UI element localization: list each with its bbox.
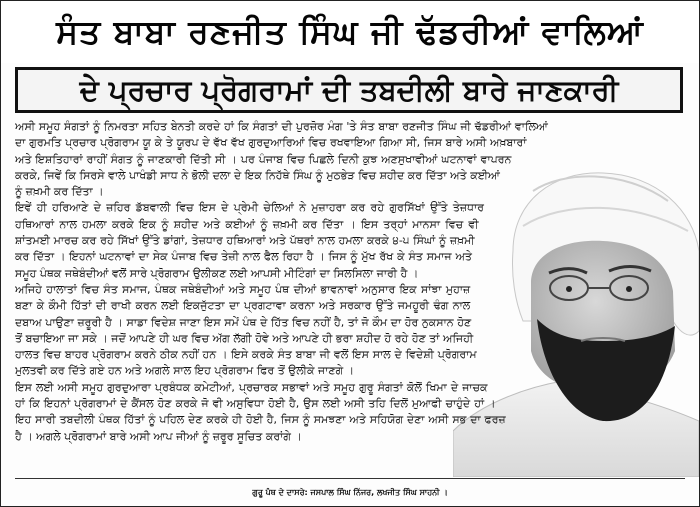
paragraph: ਅਸੀ ਸਮੂਹ ਸੰਗਤਾਂ ਨੂੰ ਨਿਮਰਤਾ ਸਹਿਤ ਬੇਨਤੀ ਕਰਦੇ ਹਾਂ ਕਿ ਸੰਗਤਾਂ ਦੀ ਪੁਰਜ਼ੋਰ ਮੰਗ 'ਤੇ ਸੰਤ ਬਾਬਾ ਰਣਜੀਤ ਸਿੰਘ ਜੀ ਢੱਡਰੀਆਂ ਵਾਲਿਆਂ ਦਾ ਗੁਰਮਤਿ ਪ੍ਰਚਾਰ ਪ੍ਰੋਗਰਾਮ ਯੂ ਕੇ ਤੇ ਯੂਰਪ ਦੇ ਵੱਖ ਵੱਖ ਗੁਰਦੁਆਰਿਆਂ ਵਿਚ ਰਖਵਾਇਆ ਗਿਆ ਸੀ, ਜਿਸ ਬਾਰੇ ਅਸੀ ਅਖ਼ਬਾਰਾਂ ਅਤੇ ਇਸ਼ਤਿਹਾਰਾਂ ਰਾਹੀਂ ਸੰਗਤ ਨੂੰ ਜਾਣਕਾਰੀ ਦਿੱਤੀ ਸੀ । ਪਰ ਪੰਜਾਬ ਵਿਚ ਪਿਛਲੇ ਦਿਨੀ ਕੁਝ ਅਣਸੁਖਾਵੀਆਂ ਘਟਨਾਵਾਂ ਵਾਪਰਨ ਕਰਕੇ, ਜਿਵੇਂ ਕਿ ਸਿਰਸੇ ਵਾਲੇ ਪਾਖੰਡੀ ਸਾਧ ਨੇ ਭੋਲੀ ਦਲਾ ਦੇ ਇਕ ਨਿਹੱਥੇ ਸਿੰਘ ਨੂੰ ਮੁਠਭੇੜ ਵਿਚ ਸ਼ਹੀਦ ਕਰ ਦਿੱਤਾ ਅਤੇ ਕਈਆਂ ਨੂੰ ਜ਼ਖ਼ਮੀ ਕਰ ਦਿੱਤਾ । [15,120,548,199]
paragraph: ਇਵੇਂ ਹੀ ਹਰਿਆਣੇ ਦੇ ਜ਼ਹਿਰ ਡੱਬਵਾਲੀ ਵਿਚ ਇਸ ਦੇ ਪ੍ਰੇਮੀ ਚੇਲਿਆਂ ਨੇ ਮੁਜ਼ਾਹਰਾ ਕਰ ਰਹੇ ਗੁਰਸਿੱਖਾਂ ਉੱਤੇ ਤੇਜ਼ਧਾਰ ਹਥਿਆਰਾਂ ਨਾਲ ਹਮਲਾ ਕਰਕੇ ਇਕ ਨੂੰ ਸ਼ਹੀਦ ਅਤੇ ਕਈਆਂ ਨੂੰ ਜ਼ਖ਼ਮੀ ਕਰ ਦਿੱਤਾ । ਇਸ ਤਰ੍ਹਾਂ ਮਾਨਸਾ ਵਿਚ ਵੀ ਸ਼ਾਂਤਮਈ ਮਾਰਚ ਕਰ ਰਹੇ ਸਿੱਖਾਂ ਉੱਤੇ ਡਾਂਗਾਂ, ਤੇਜ਼ਧਾਰ ਹਥਿਆਰਾਂ ਅਤੇ ਪੱਥਰਾਂ ਨਾਲ ਹਮਲਾ ਕਰਕੇ ੪-੫ ਸਿੰਘਾਂ ਨੂੰ ਜ਼ਖ਼ਮੀ ਕਰ ਦਿੱਤਾ । ਇਹਨਾਂ ਘਟਨਾਵਾਂ ਦਾ ਸੇਕ ਪੰਜਾਬ ਵਿਚ ਤੇਜ਼ੀ ਨਾਲ ਫੈਲ ਰਿਹਾ ਹੈ । ਜਿਸ ਨੂੰ ਮੁੱਖ ਰੱਖ ਕੇ ਸੰਤ ਸਮਾਜ ਅਤੇ ਸਮੂਹ ਪੰਥਕ ਜਥੇਬੰਦੀਆਂ ਵਲੋਂ ਸਾਰੇ ਪ੍ਰੋਗਰਾਮ ਉਲੀਕਣ ਲਈ ਆਪਸੀ ਮੀਟਿੰਗਾਂ ਦਾ ਸਿਲਸਿਲਾ ਜਾਰੀ ਹੈ । [15,201,484,280]
paragraph: ਅਜਿਹੇ ਹਾਲਾਤਾਂ ਵਿਚ ਸੰਤ ਸਮਾਜ, ਪੰਥਕ ਜਥੇਬੰਦੀਆਂ ਅਤੇ ਸਮੂਹ ਪੰਥ ਦੀਆਂ ਭਾਵਨਾਵਾਂ ਅਨੁਸਾਰ ਇਕ ਸਾਂਝਾ ਮੁਹਾਜ਼ ਬਣਾ ਕੇ ਕੌਮੀ ਹਿੱਤਾਂ ਦੀ ਰਾਖੀ ਕਰਨ ਲਈ ਇਕਜੁੱਟਤਾ ਦਾ ਪ੍ਰਗਟਾਵਾ ਕਰਨਾ ਅਤੇ ਸਰਕਾਰ ਉੱਤੇ ਜਮਹੂਰੀ ਢੰਗ ਨਾਲ ਦਬਾਅ ਪਾਉਣਾ ਜ਼ਰੂਰੀ ਹੈ । ਸਾਡਾ ਵਿਦੇਸ਼ ਜਾਣਾ ਇਸ ਸਮੇਂ ਪੰਥ ਦੇ ਹਿੱਤ ਵਿਚ ਨਹੀਂ ਹੈ, ਤਾਂ ਜੋ ਕੌਮ ਦਾ ਹੋਰ ਨੁਕਸਾਨ ਹੋਣ ਤੋਂ ਬਚਾਇਆ ਜਾ ਸਕੇ । ਜਦੋਂ ਆਪਣੇ ਹੀ ਘਰ ਵਿਚ ਅੱਗ ਲੱਗੀ ਹੋਵੇ ਅਤੇ ਆਪਣੇ ਹੀ ਭਰਾ ਸ਼ਹੀਦ ਹੋ ਰਹੇ ਹੋਣ ਤਾਂ ਅਜਿਹੀ ਹਾਲਤ ਵਿਚ ਬਾਹਰ ਪ੍ਰੋਗਰਾਮ ਕਰਨੇ ਠੀਕ ਨਹੀਂ ਹਨ । ਇਸੇ ਕਰਕੇ ਸੰਤ ਬਾਬਾ ਜੀ ਵਲੋਂ ਇਸ ਸਾਲ ਦੇ ਵਿਦੇਸ਼ੀ ਪ੍ਰੋਗਰਾਮ ਮੁਲਤਵੀ ਕਰ ਦਿੱਤੇ ਗਏ ਹਨ ਅਤੇ ਅਗਲੇ ਸਾਲ ਇਹ ਪ੍ਰੋਗਰਾਮ ਫਿਰ ਤੋਂ ਉਲੀਕੇ ਜਾਣਗੇ । [15,282,477,378]
page-subtitle: ਦੇ ਪ੍ਰਚਾਰ ਪ੍ਰੋਗਰਾਮਾਂ ਦੀ ਤਬਦੀਲੀ ਬਾਰੇ ਜਾਣਕਾਰੀ [79,72,619,107]
signature-line: ਗੁਰੂ ਪੰਥ ਦੇ ਦਾਸਰੇ: ਜਸਪਾਲ ਸਿੰਘ ਨਿੱਜਰ, ਲਖਜੀਤ ਸਿੰਘ ਸਾਹਨੀ । [252,488,448,497]
header-banner [1,1,699,63]
subtitle-box [15,67,683,113]
paragraph: ਇਸ ਲਈ ਅਸੀ ਸਮੂਹ ਗੁਰਦੁਆਰਾ ਪ੍ਰਬੰਧਕ ਕਮੇਟੀਆਂ, ਪ੍ਰਚਾਰਕ ਸਭਾਵਾਂ ਅਤੇ ਸਮੂਹ ਗੁਰੂ ਸੰਗਤਾਂ ਕੋਲੋਂ ਖਿਮਾ ਦੇ ਜਾਚਕ ਹਾਂ ਕਿ ਇਹਨਾਂ ਪ੍ਰੋਗਰਾਮਾਂ ਦੇ ਕੈਂਸਲ ਹੋਣ ਕਰਕੇ ਜੋ ਵੀ ਅਸੁਵਿਧਾ ਹੋਈ ਹੈ, ਉਸ ਲਈ ਅਸੀ ਤਹਿ ਦਿਲੋਂ ਮੁਆਫੀ ਚਾਹੁੰਦੇ ਹਾਂ । ਇਹ ਸਾਰੀ ਤਬਦੀਲੀ ਪੰਥਕ ਹਿੱਤਾਂ ਨੂੰ ਪਹਿਲ ਦੇਣ ਕਰਕੇ ਹੀ ਹੋਈ ਹੈ, ਜਿਸ ਨੂੰ ਸਮਝਣਾ ਅਤੇ ਸਹਿਯੋਗ ਦੇਣਾ ਅਸੀ ਸਭ ਦਾ ਫਰਜ਼ ਹੈ । ਅਗਲੇ ਪ੍ਰੋਗਰਾਮਾਂ ਬਾਰੇ ਅਸੀ ਆਪ ਜੀਆਂ ਨੂੰ ਜ਼ਰੂਰ ਸੂਚਿਤ ਕਰਾਂਗੇ । [15,380,506,443]
announcement-body [15,119,683,476]
photo-spacer [467,147,683,437]
page-title: ਸੰਤ ਬਾਬਾ ਰਣਜੀਤ ਸਿੰਘ ਜੀ ਢੱਡਰੀਆਂ ਵਾਲਿਆਂ [56,12,644,51]
divider [15,478,685,479]
